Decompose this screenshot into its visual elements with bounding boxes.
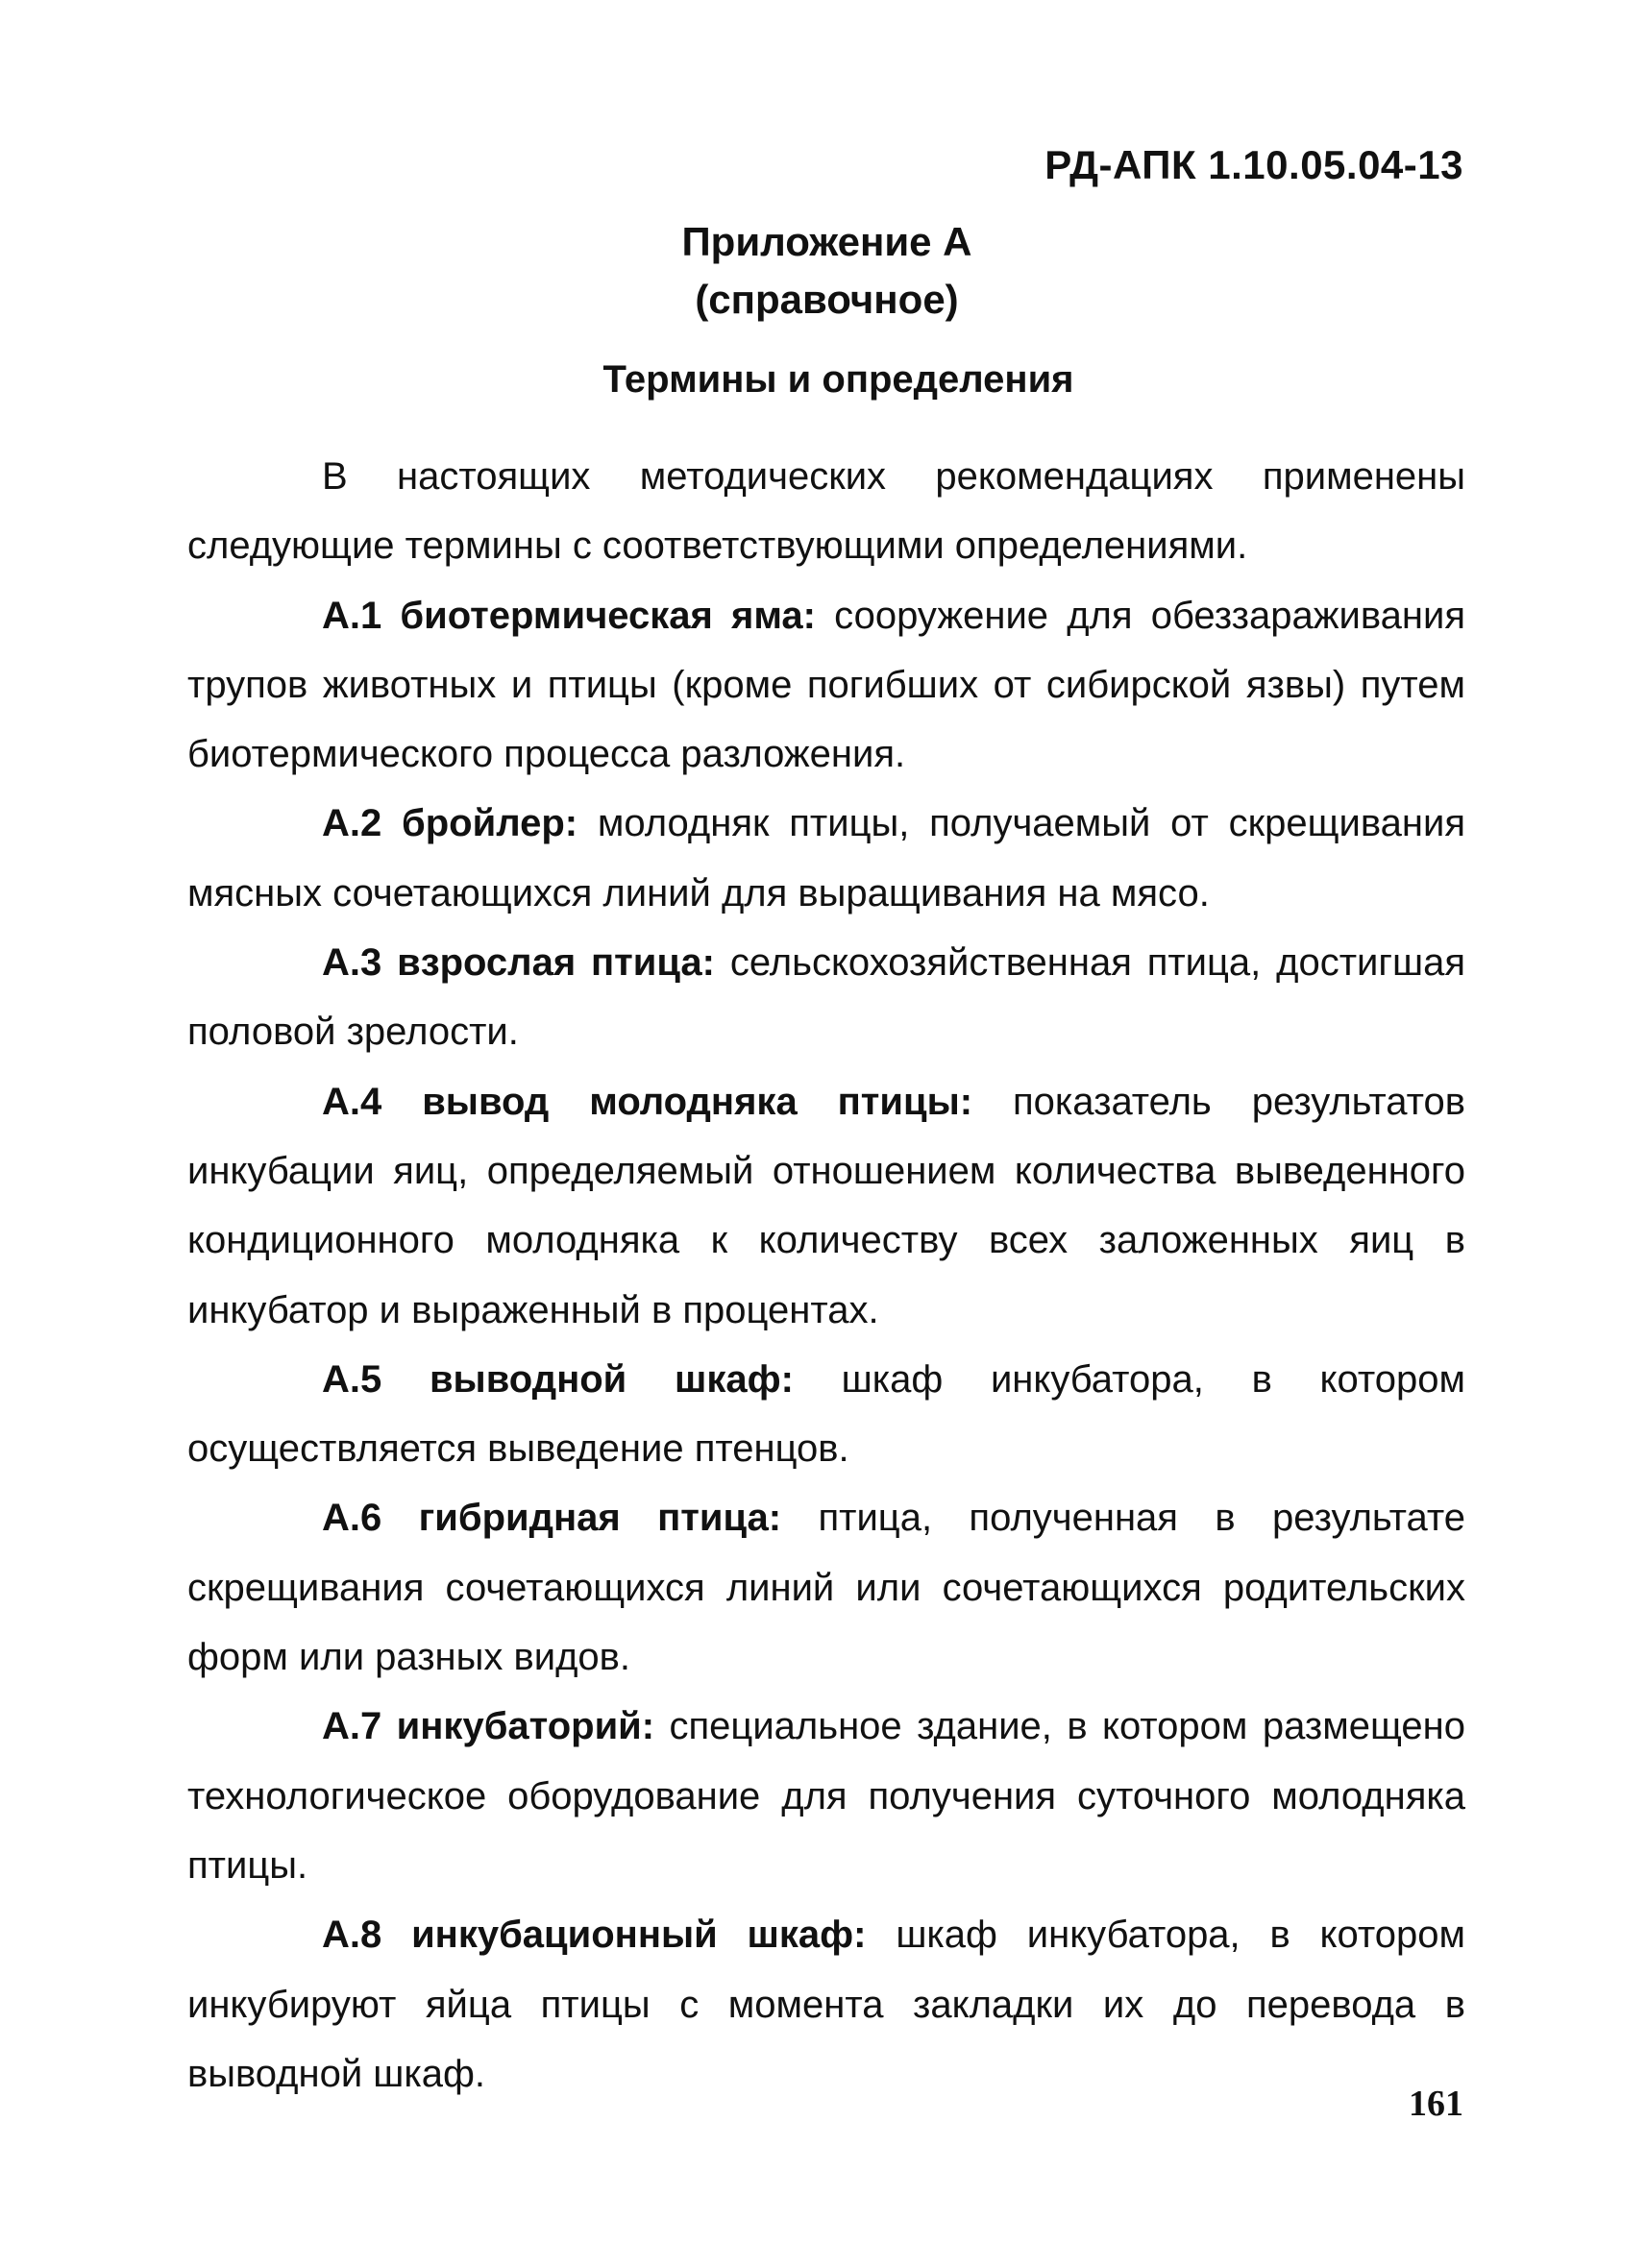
term-entry-a2	[187, 789, 1465, 928]
term-name: гибридная птица:	[418, 1497, 782, 1540]
term-number: А.7	[322, 1705, 382, 1748]
term-name: вывод молодняка птицы:	[422, 1080, 973, 1123]
term-name: бройлер:	[402, 802, 578, 845]
term-number: А.1	[322, 594, 382, 637]
term-entry-a5	[187, 1345, 1465, 1484]
section-title: Термины и определения	[602, 358, 1074, 401]
intro-text: В настоящих методических рекомендациях применены следующие термины с соответствующими определениями.	[187, 455, 1465, 568]
term-name: инкубационный шкаф:	[411, 1914, 867, 1957]
term-entry-a8	[187, 1900, 1465, 2109]
term-entry-a7	[187, 1692, 1465, 1900]
intro-paragraph	[187, 442, 1465, 581]
term-name: инкубаторий:	[396, 1705, 655, 1748]
appendix-subtitle: (справочное)	[695, 277, 959, 322]
appendix-title: Приложение А	[681, 219, 972, 264]
term-number: А.6	[322, 1497, 382, 1540]
term-name: биотермическая яма:	[400, 594, 816, 637]
term-number: А.3	[322, 941, 382, 985]
term-name: выводной шкаф:	[429, 1357, 794, 1401]
document-code: РД-АПК 1.10.05.04-13	[1044, 142, 1463, 187]
term-name: взрослая птица:	[397, 941, 715, 985]
term-entry-a3	[187, 928, 1465, 1067]
document-body	[187, 442, 1465, 2109]
term-definition: молодняк птицы, получаемый от скрещивания мясных сочетающихся линий для выращивания на мясо.	[187, 802, 1466, 915]
term-number: А.4	[322, 1080, 382, 1123]
term-definition: птица, полученная в результате скрещивания сочетающихся линий или сочетающихся родительских форм или разных видов.	[187, 1497, 1465, 1679]
term-number: А.2	[322, 802, 382, 845]
term-definition: шкаф инкубатора, в котором осуществляется выведение птенцов.	[187, 1357, 1465, 1471]
term-definition: шкаф инкубатора, в котором инкубируют яйца птицы с момента закладки их до перевода в выводной шкаф.	[187, 1914, 1465, 2095]
term-entry-a1	[187, 581, 1465, 790]
term-number: А.5	[322, 1357, 382, 1401]
page-number: 161	[1409, 2084, 1463, 2124]
term-definition: сельскохозяйственная птица, достигшая половой зрелости.	[187, 941, 1465, 1054]
term-number: А.8	[322, 1914, 382, 1957]
term-definition: показатель результатов инкубации яиц, определяемый отношением количества выведенного кондиционного молодняка к количеству всех заложенных яиц в инкубатор и выраженный в процентах.	[187, 1080, 1465, 1331]
term-definition: специальное здание, в котором размещено технологическое оборудование для получения суточного молодняка птицы.	[187, 1705, 1465, 1887]
term-definition: сооружение для обеззараживания трупов животных и птицы (кроме погибших от сибирской язвы) путем биотермического процесса разложения.	[187, 594, 1465, 776]
term-entry-a4	[187, 1067, 1465, 1345]
term-entry-a6	[187, 1483, 1465, 1692]
